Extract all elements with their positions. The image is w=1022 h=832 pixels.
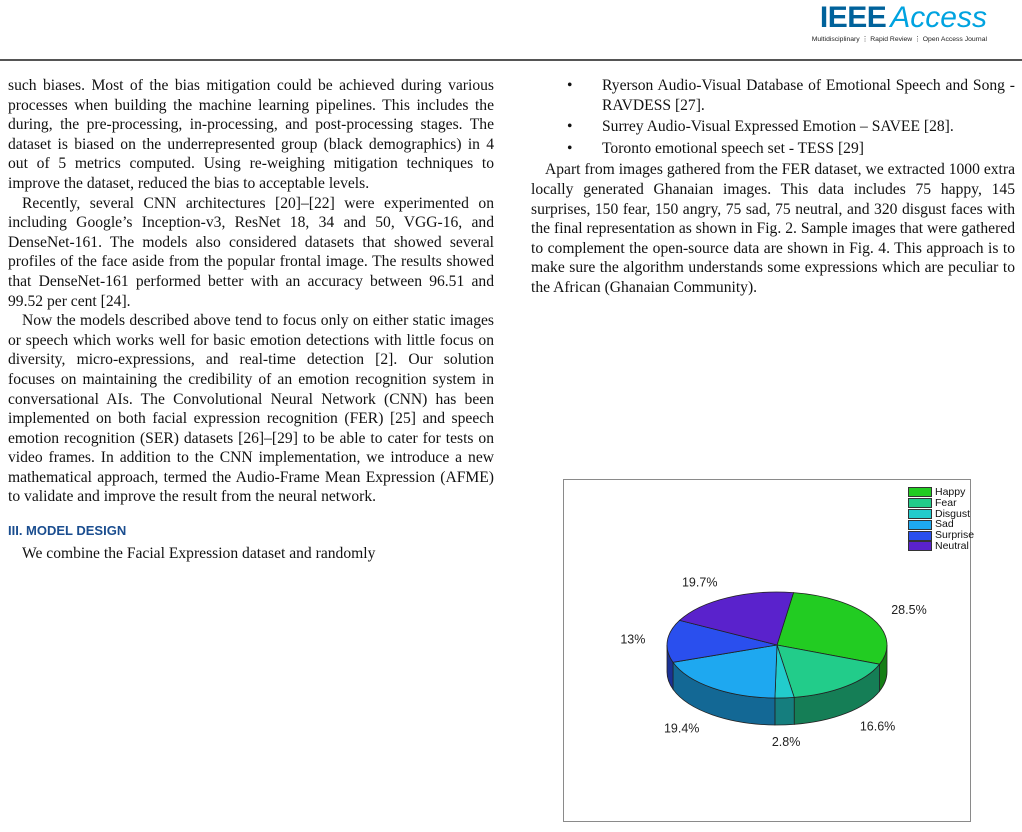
- legend-label: Sad: [935, 518, 954, 531]
- pie-side-disgust: [775, 697, 794, 725]
- list-item: [531, 76, 1015, 115]
- legend-label: Neutral: [935, 539, 969, 552]
- ieee-access-logo: [797, 2, 987, 42]
- list-item-text: Toronto emotional speech set - TESS [29]: [602, 139, 864, 157]
- pie-chart-figure: [563, 479, 975, 822]
- data-label-fear: 16.6%: [859, 719, 896, 734]
- legend-entry-fear: [908, 498, 974, 509]
- paragraph: Now the models described above tend to focus only on either static images or speech which works well for basic emotion detections with little focus on diversity, micro-expressions, and real-time detection [2]. Our solution focuses on maintaining the credibility of an emotion recognition system in conversational AIs. The Convolutional Neural Network (CNN) has been implemented on both facial expression recognition (FER) [25] and speech emotion recognition (SER) datasets [26]–[29] to be able to cater for tests on video frames. In addition to the CNN implementation, we introduce a new mathematical approach, termed the Audio-Frame Mean Expression (AFME) to validate and improve the result from the neural network.: [8, 312, 494, 506]
- list-item-text: Ryerson Audio-Visual Database of Emotional Speech and Song - RAVDESS [27].: [602, 77, 1015, 114]
- paragraph: Apart from images gathered from the FER dataset, we extracted 1000 extra locally generated Ghanaian images. This data includes 75 happy, 145 surprises, 150 fear, 150 angry, 75 sad, 75 neutral, and 320 disgust faces with the final representation as shown in Fig. 2. Sample images that were gathered to complement the open-source data are shown in Fig. 4. This approach is to make sure the algorithm understands some expressions which are peculiar to the African (Ghanaian Community).: [531, 161, 1015, 296]
- legend-label: Fear: [935, 496, 957, 509]
- legend-swatch: [908, 520, 932, 530]
- paragraph: We combine the Facial Expression dataset and randomly: [22, 544, 376, 562]
- legend-swatch: [908, 531, 932, 541]
- list-item-text: Surrey Audio-Visual Expressed Emotion – SAVEE [28].: [602, 118, 954, 136]
- logo-tagline: Multidisciplinary ⋮ Rapid Review ⋮ Open Access Journal: [811, 36, 987, 43]
- legend-label: Happy: [935, 486, 966, 498]
- legend-entry-neutral: [908, 541, 974, 552]
- list-item: [531, 139, 1015, 159]
- legend-swatch: [908, 541, 932, 551]
- bullet-icon: •: [567, 77, 573, 94]
- left-column: [8, 76, 494, 563]
- data-label-neutral: 19.7%: [681, 575, 718, 590]
- paragraph: such biases. Most of the bias mitigation could be achieved during various processes when building the machine learning pipelines. This includes the during, the pre-processing, in-processing, and post-processing stages. The dataset is biased on the underrepresented group (black demographics) in 4 out of 5 metrics computed. Using re-weighing mitigation techniques to improve the dataset, reduced the bias to acceptable levels.: [8, 77, 494, 192]
- list-item: [531, 117, 1015, 137]
- section-heading: III. MODEL DESIGN: [8, 523, 127, 539]
- legend-swatch: [908, 498, 932, 508]
- legend-label: Surprise: [935, 529, 975, 542]
- right-column: [531, 76, 1015, 298]
- data-label-happy: 28.5%: [891, 602, 927, 617]
- legend-swatch: [908, 487, 932, 497]
- chart-legend: [908, 487, 974, 552]
- data-label-sad: 19.4%: [663, 721, 700, 736]
- legend-swatch: [908, 509, 932, 519]
- logo-ieee-text: IEEE: [819, 1, 887, 34]
- logo-access-text: Access: [890, 1, 987, 34]
- header-divider: [0, 59, 1022, 61]
- data-label-disgust: 2.8%: [771, 734, 801, 749]
- dataset-list: [531, 76, 1015, 158]
- paragraph: Recently, several CNN architectures [20]–[22] were experimented on including Google’s Inception-v3, ResNet 18, 34 and 50, VGG-16, and DenseNet-161. The models also considered datasets that showed several profiles of the face aside from the popular frontal image. The results showed that DenseNet-161 performed better with an accuracy between 96.51 and 99.52 per cent [24].: [8, 194, 494, 310]
- bullet-icon: •: [567, 118, 573, 136]
- legend-label: Disgust: [935, 507, 971, 520]
- data-label-surprise: 13%: [620, 632, 646, 647]
- bullet-icon: •: [567, 139, 573, 157]
